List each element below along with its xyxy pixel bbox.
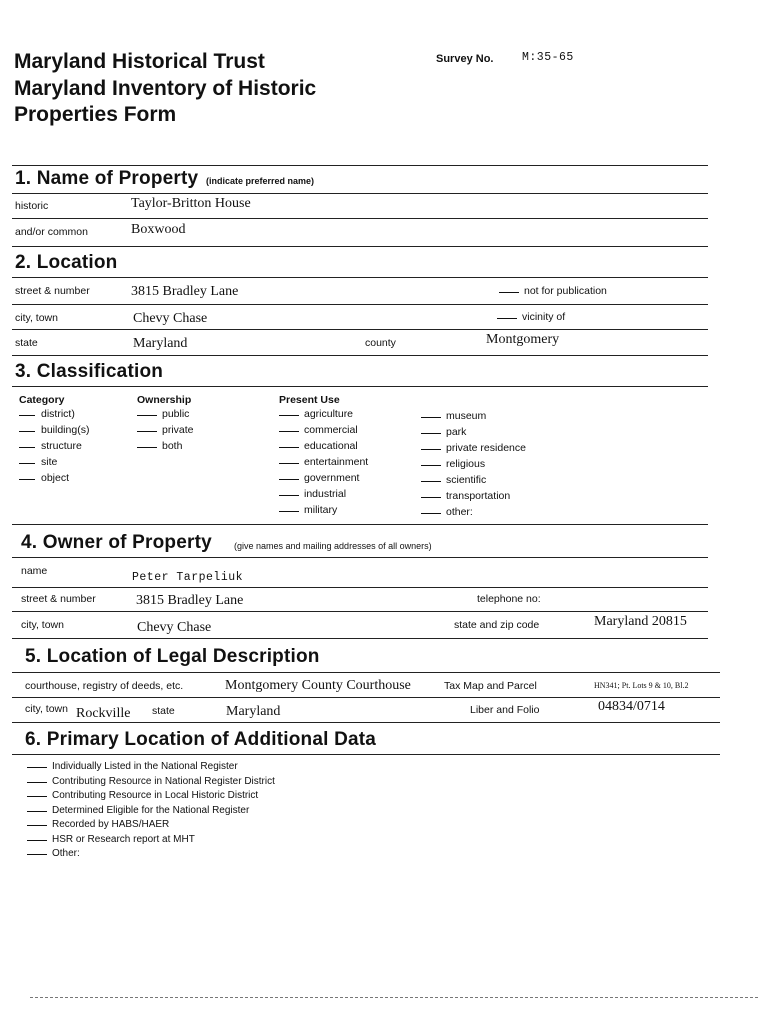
- section-2-title: 2. Location: [15, 252, 118, 273]
- historic-name-value: Taylor-Britton House: [131, 196, 251, 211]
- ownership-column: [137, 394, 194, 454]
- common-name-value: Boxwood: [131, 222, 186, 237]
- checkbox-blank[interactable]: [421, 449, 441, 450]
- rule: [12, 386, 708, 387]
- checkbox-blank[interactable]: [137, 447, 157, 448]
- legal-city-value: Rockville: [76, 706, 131, 721]
- checkbox-blank[interactable]: [137, 431, 157, 432]
- use-scientific[interactable]: scientific: [421, 472, 526, 488]
- rule: [12, 304, 708, 305]
- state-label: state: [15, 337, 38, 349]
- owner-name-value: Peter Tarpeliuk: [132, 571, 244, 584]
- use-private-residence[interactable]: private residence: [421, 440, 526, 456]
- checkbox-blank[interactable]: [499, 292, 519, 293]
- use-commercial[interactable]: commercial: [279, 422, 368, 438]
- survey-number-label: Survey No.: [436, 53, 494, 65]
- additional-data-item[interactable]: Individually Listed in the National Register: [27, 760, 275, 775]
- checkbox-blank[interactable]: [497, 318, 517, 319]
- category-buildings[interactable]: building(s): [19, 422, 89, 438]
- rule: [12, 672, 720, 673]
- legal-state-label: state: [152, 705, 175, 717]
- rule: [12, 697, 720, 698]
- additional-data-item[interactable]: HSR or Research report at MHT: [27, 833, 275, 848]
- checkbox-blank[interactable]: [27, 811, 47, 812]
- rule: [12, 193, 708, 194]
- checkbox-blank[interactable]: [19, 431, 35, 432]
- rule: [12, 587, 708, 588]
- use-educational[interactable]: educational: [279, 438, 368, 454]
- form-title-line-2: Maryland Inventory of Historic: [14, 77, 317, 100]
- checkbox-blank[interactable]: [421, 481, 441, 482]
- rule: [12, 754, 720, 755]
- state-zip-value: Maryland 20815: [594, 614, 687, 629]
- rule: [12, 246, 708, 247]
- checkbox-blank[interactable]: [421, 497, 441, 498]
- ownership-both[interactable]: both: [137, 438, 194, 454]
- additional-data-list: [27, 760, 275, 862]
- not-for-publication-label: not for publication: [524, 285, 607, 297]
- use-other[interactable]: other:: [421, 504, 526, 520]
- checkbox-blank[interactable]: [27, 767, 47, 768]
- present-use-column-2: [421, 408, 526, 520]
- use-park[interactable]: park: [421, 424, 526, 440]
- rule: [12, 355, 708, 356]
- additional-data-item[interactable]: Contributing Resource in Local Historic District: [27, 789, 275, 804]
- checkbox-blank[interactable]: [19, 463, 35, 464]
- owner-street-value: 3815 Bradley Lane: [136, 593, 244, 608]
- common-name-label: and/or common: [15, 226, 88, 238]
- courthouse-value: Montgomery County Courthouse: [225, 678, 411, 693]
- rule: [12, 638, 708, 639]
- courthouse-label: courthouse, registry of deeds, etc.: [25, 680, 184, 692]
- checkbox-blank[interactable]: [421, 465, 441, 466]
- additional-data-item[interactable]: Recorded by HABS/HAER: [27, 818, 275, 833]
- use-museum[interactable]: museum: [421, 408, 526, 424]
- city-town-value: Chevy Chase: [133, 311, 208, 326]
- category-column: [19, 394, 89, 486]
- category-structure[interactable]: structure: [19, 438, 89, 454]
- checkbox-blank[interactable]: [421, 433, 441, 434]
- use-industrial[interactable]: industrial: [279, 486, 368, 502]
- checkbox-blank[interactable]: [27, 825, 47, 826]
- category-site[interactable]: site: [19, 454, 89, 470]
- county-label: county: [365, 337, 396, 349]
- rule: [12, 722, 720, 723]
- county-value: Montgomery: [486, 332, 560, 347]
- section-5-title: 5. Location of Legal Description: [25, 646, 320, 667]
- checkbox-blank[interactable]: [279, 495, 299, 496]
- present-use-heading: Present Use: [279, 394, 340, 406]
- legal-city-label: city, town: [25, 703, 68, 715]
- not-for-publication-option[interactable]: [499, 285, 607, 297]
- additional-data-item[interactable]: Contributing Resource in National Register District: [27, 775, 275, 790]
- bottom-edge-line: [30, 997, 758, 998]
- section-6-title: 6. Primary Location of Additional Data: [25, 729, 377, 750]
- use-entertainment[interactable]: entertainment: [279, 454, 368, 470]
- category-district[interactable]: district): [19, 406, 89, 422]
- owner-name-label: name: [21, 565, 48, 577]
- owner-street-label: street & number: [21, 593, 96, 605]
- city-town-label: city, town: [15, 312, 58, 324]
- checkbox-blank[interactable]: [421, 417, 441, 418]
- form-title-line-3: Properties Form: [14, 103, 177, 126]
- state-zip-label: state and zip code: [454, 619, 540, 631]
- checkbox-blank[interactable]: [279, 463, 299, 464]
- ownership-heading: Ownership: [137, 394, 192, 406]
- use-agriculture[interactable]: agriculture: [279, 406, 368, 422]
- checkbox-blank[interactable]: [421, 513, 441, 514]
- vicinity-of-label: vicinity of: [522, 311, 566, 323]
- liber-folio-value: 04834/0714: [598, 699, 665, 714]
- state-value: Maryland: [133, 336, 188, 351]
- vicinity-of-option[interactable]: [497, 311, 565, 323]
- legal-state-value: Maryland: [226, 704, 281, 719]
- checkbox-blank[interactable]: [137, 415, 157, 416]
- owner-city-value: Chevy Chase: [137, 620, 212, 635]
- checkbox-blank[interactable]: [279, 415, 299, 416]
- use-military[interactable]: military: [279, 502, 368, 518]
- category-object[interactable]: object: [19, 470, 89, 486]
- present-use-column-1: [279, 394, 368, 518]
- rule: [12, 218, 708, 219]
- checkbox-blank[interactable]: [279, 431, 299, 432]
- owner-city-label: city, town: [21, 619, 64, 631]
- rule: [12, 329, 708, 330]
- category-heading: Category: [19, 394, 65, 406]
- use-religious[interactable]: religious: [421, 456, 526, 472]
- checkbox-blank[interactable]: [19, 447, 35, 448]
- liber-folio-label: Liber and Folio: [470, 704, 540, 716]
- checkbox-blank[interactable]: [279, 479, 299, 480]
- additional-data-item[interactable]: Determined Eligible for the National Register: [27, 804, 275, 819]
- section-4-note: (give names and mailing addresses of all owners): [234, 541, 432, 551]
- use-transportation[interactable]: transportation: [421, 488, 526, 504]
- checkbox-blank[interactable]: [27, 854, 47, 855]
- form-title-line-1: Maryland Historical Trust: [14, 50, 265, 73]
- checkbox-blank[interactable]: [27, 796, 47, 797]
- ownership-private[interactable]: private: [137, 422, 194, 438]
- checkbox-blank[interactable]: [279, 511, 299, 512]
- tax-map-label: Tax Map and Parcel: [444, 680, 537, 692]
- rule: [12, 557, 708, 558]
- tax-map-value: HN341; Pt. Lots 9 & 10, Bl.2: [594, 681, 689, 690]
- rule: [12, 611, 708, 612]
- checkbox-blank[interactable]: [27, 782, 47, 783]
- section-4-title: 4. Owner of Property: [21, 532, 212, 553]
- use-government[interactable]: government: [279, 470, 368, 486]
- section-1-top-rule: [12, 165, 708, 166]
- survey-number-value: M:35-65: [522, 51, 574, 64]
- historic-label: historic: [15, 200, 49, 212]
- ownership-public[interactable]: public: [137, 406, 194, 422]
- checkbox-blank[interactable]: [27, 840, 47, 841]
- section-1-note: (indicate preferred name): [206, 176, 315, 186]
- checkbox-blank[interactable]: [279, 447, 299, 448]
- rule: [12, 277, 708, 278]
- section-1-title: 1. Name of Property: [15, 168, 199, 189]
- telephone-label: telephone no:: [477, 593, 541, 605]
- checkbox-blank[interactable]: [19, 415, 35, 416]
- rule: [12, 524, 708, 525]
- street-number-label: street & number: [15, 285, 90, 297]
- section-3-title: 3. Classification: [15, 361, 164, 382]
- street-number-value: 3815 Bradley Lane: [131, 284, 239, 299]
- checkbox-blank[interactable]: [19, 479, 35, 480]
- additional-data-item[interactable]: Other:: [27, 847, 275, 862]
